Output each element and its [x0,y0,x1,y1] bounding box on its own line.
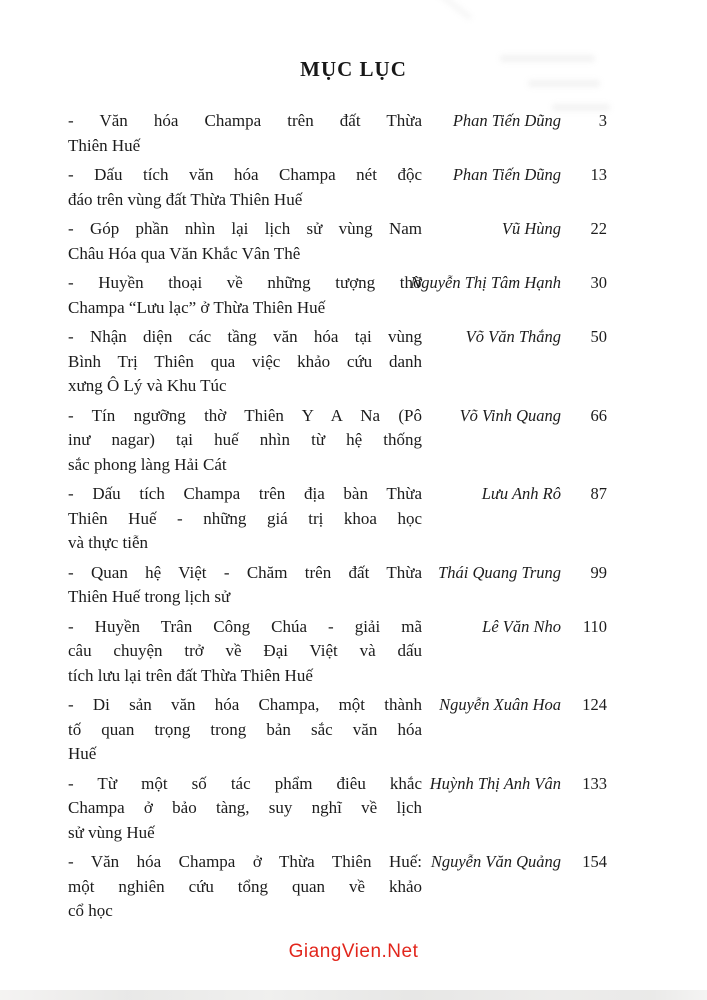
entry-author: Lê Văn Nho [482,616,561,636]
title-line: sắc phong làng Hải Cát [68,454,227,474]
title-line: Thiên Huế [68,135,141,155]
watermark-text: GiangVien.Net [288,941,419,962]
title-line: câu chuyện trở về Đại Việt và dấu [68,641,422,660]
entry-page-number: 22 [590,219,607,238]
title-line: Thiên Huế trong lịch sử [68,587,231,606]
entry-title [68,561,422,610]
entry-page-number: 87 [590,484,607,503]
title-line: - Tín ngưỡng thờ Thiên Y A Na (Pô [68,405,422,425]
title-line: inư nagar) tại huế nhìn từ hệ thống [68,430,422,449]
title-line: Châu Hóa qua Văn Khắc Vân Thê [68,243,301,263]
toc-entry [68,163,607,212]
entry-author: Nguyễn Thị Tâm Hạnh [410,273,561,292]
toc-entry [68,325,607,399]
toc-entry [68,615,607,689]
scan-bleedthrough-smudge [528,80,600,87]
entry-title [68,217,422,266]
entry-page-number: 110 [582,616,607,636]
entry-title [68,404,422,478]
title-line: - Văn hóa Champa trên đất Thừa [68,111,422,130]
title-line: - Di sản văn hóa Champa, một thành [68,695,422,714]
title-line: - Góp phần nhìn lại lịch sử vùng Nam [68,219,422,238]
title-line: và thực tiễn [68,533,149,552]
entry-author: Võ Vinh Quang [459,405,561,425]
entry-page-number: 154 [582,852,607,871]
entry-author: Thái Quang Trung [438,562,561,582]
entry-author: Vũ Hùng [501,219,561,238]
entry-title [68,271,422,320]
toc-entry [68,271,607,320]
table-of-contents [0,109,707,924]
entry-author: Lưu Anh Rô [481,484,561,503]
entry-title [68,109,422,158]
toc-entry [68,561,607,610]
entry-title [68,163,422,212]
title-line: tố quan trọng trong bản sắc văn hóa [68,719,422,739]
toc-entry [68,772,607,846]
toc-entry [68,482,607,556]
title-line: - Từ một số tác phẩm điêu khắc [68,773,422,793]
title-line: Thiên Huế - những giá trị khoa học [68,508,422,528]
entry-title [68,693,422,767]
entry-author: Phan Tiến Dũng [452,111,561,130]
title-line: Bình Trị Thiên qua việc khảo cứu danh [68,351,422,371]
scan-bleedthrough-smudge [500,55,595,62]
entry-author: Nguyễn Xuân Hoa [439,695,561,714]
entry-author: Nguyễn Văn Quảng [430,852,561,871]
entry-author: Huỳnh Thị Anh Vân [429,773,561,793]
entry-author: Phan Tiến Dũng [452,165,561,184]
entry-title [68,615,422,689]
title-line: - Văn hóa Champa ở Thừa Thiên Huế: [68,852,422,871]
entry-page-number: 124 [582,695,607,714]
title-line: - Nhận diện các tầng văn hóa tại vùng [68,327,422,346]
title-line: Champa ở bảo tàng, suy nghĩ về lịch [68,798,422,817]
toc-entry [68,217,607,266]
title-line: - Dấu tích văn hóa Champa nét độc [68,165,422,184]
title-line: - Quan hệ Việt - Chăm trên đất Thừa [68,562,422,582]
entry-page-number: 99 [590,562,607,582]
title-line: đáo trên vùng đất Thừa Thiên Huế [68,189,303,209]
title-line: tích lưu lại trên đất Thừa Thiên Huế [68,665,313,685]
scan-bleedthrough-smudge [552,104,610,111]
toc-entry [68,109,607,158]
entry-page-number: 66 [590,405,607,425]
toc-entry [68,850,607,924]
title-line: - Dấu tích Champa trên địa bàn Thừa [68,484,422,503]
entry-page-number: 50 [590,327,607,346]
entry-page-number: 13 [590,165,607,184]
title-line: - Huyền Trân Công Chúa - giải mã [68,616,422,636]
title-line: xưng Ô Lý và Khu Túc [68,376,227,395]
toc-entry [68,404,607,478]
entry-author: Võ Văn Thắng [465,327,561,346]
title-line: một nghiên cứu tổng quan về khảo [68,876,422,896]
entry-page-number: 3 [598,111,607,130]
entry-title [68,772,422,846]
title-line: Huế [68,744,97,763]
scan-noise-band [0,990,707,1000]
title-line: sử vùng Huế [68,822,155,842]
title-line: Champa “Lưu lạc” ở Thừa Thiên Huế [68,297,326,317]
entry-title [68,850,422,924]
entry-title [68,482,422,556]
title-line: cổ học [68,901,113,920]
entry-page-number: 30 [590,273,607,292]
entry-title [68,325,422,399]
page-title: MỤC LỤC [300,57,407,81]
entry-page-number: 133 [582,773,607,793]
title-line: - Huyền thoại về những tượng thờ [68,273,422,292]
toc-entry [68,693,607,767]
